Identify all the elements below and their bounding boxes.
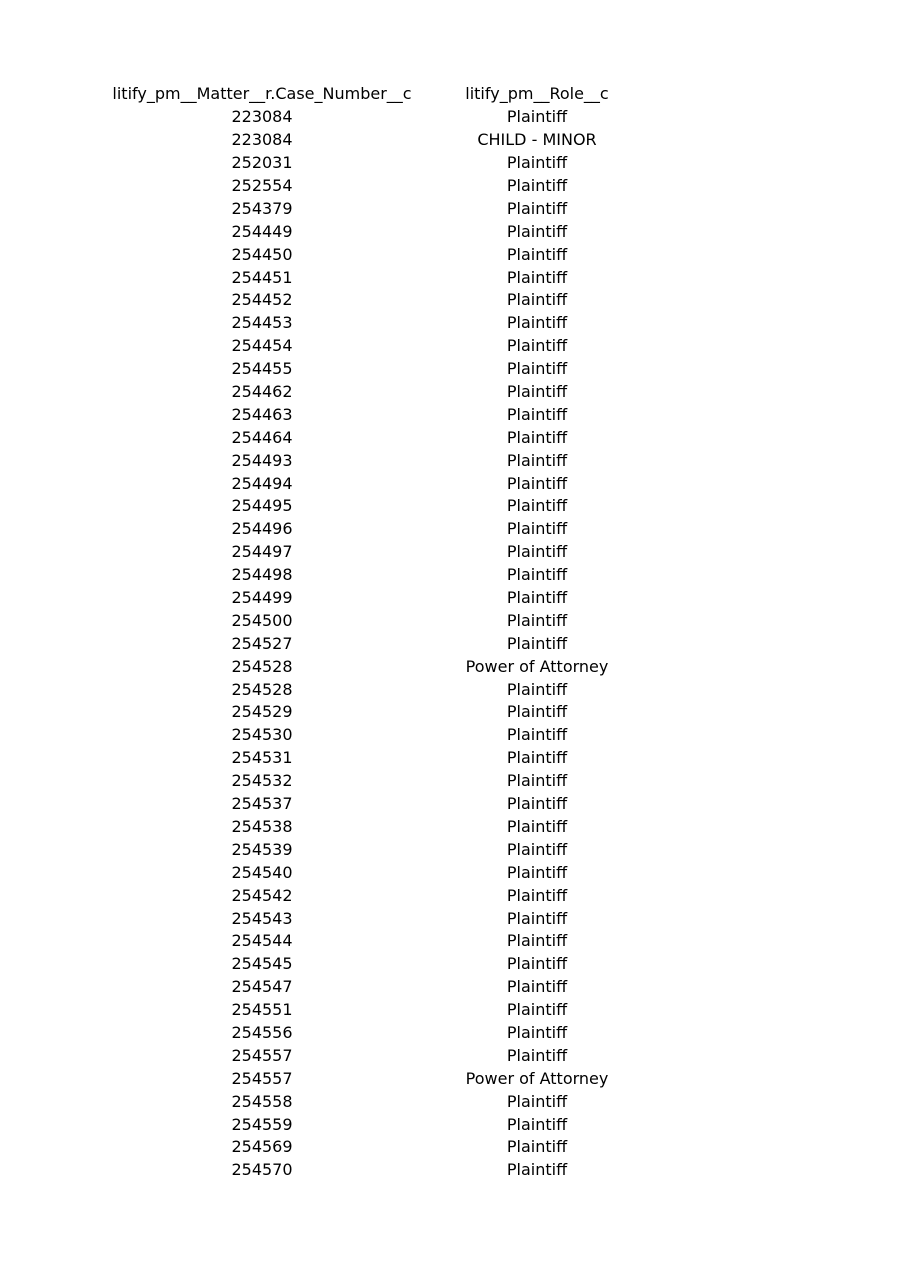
table-row <box>102 701 652 724</box>
case-number-cell: 254455 <box>231 359 293 379</box>
header-row <box>102 83 652 106</box>
role-cell: Plaintiff <box>506 359 568 379</box>
table-row <box>102 587 652 610</box>
role-cell: Plaintiff <box>506 1160 568 1180</box>
case-number-cell: 254500 <box>231 610 293 630</box>
role-cell: Power of Attorney <box>465 656 609 676</box>
role-cell: Plaintiff <box>506 450 568 470</box>
table-row <box>102 838 652 861</box>
case-number-cell: 252031 <box>231 153 293 173</box>
table-row <box>102 1067 652 1090</box>
case-number-cell: 254496 <box>231 519 293 539</box>
table-row <box>102 747 652 770</box>
table-row <box>102 518 652 541</box>
table-row <box>102 953 652 976</box>
case-number-cell: 254463 <box>231 404 293 424</box>
role-cell: Plaintiff <box>506 1022 568 1042</box>
table-row <box>102 449 652 472</box>
table-row <box>102 106 652 129</box>
role-cell: Plaintiff <box>506 496 568 516</box>
role-cell: Plaintiff <box>506 862 568 882</box>
case-number-cell: 254556 <box>231 1022 293 1042</box>
role-cell: Plaintiff <box>506 473 568 493</box>
role-cell: Plaintiff <box>506 290 568 310</box>
table-row <box>102 152 652 175</box>
case-number-cell: 223084 <box>231 130 293 150</box>
role-cell: Plaintiff <box>506 313 568 333</box>
role-cell: Plaintiff <box>506 404 568 424</box>
role-cell: Plaintiff <box>506 1045 568 1065</box>
case-number-cell: 254462 <box>231 382 293 402</box>
role-cell: Plaintiff <box>506 588 568 608</box>
table-row <box>102 403 652 426</box>
case-number-cell: 254452 <box>231 290 293 310</box>
table-row <box>102 358 652 381</box>
table-row <box>102 541 652 564</box>
table-row <box>102 312 652 335</box>
role-cell: Plaintiff <box>506 176 568 195</box>
role-cell: Plaintiff <box>506 519 568 539</box>
case-number-cell: 254528 <box>231 679 293 699</box>
table-row <box>102 426 652 449</box>
table-row <box>102 678 652 701</box>
table-row <box>102 1090 652 1113</box>
role-cell: Plaintiff <box>506 725 568 745</box>
case-number-cell: 254493 <box>231 450 293 470</box>
case-role-table <box>102 83 652 1182</box>
table-row <box>102 884 652 907</box>
case-number-cell: 254451 <box>231 267 293 287</box>
role-cell: Plaintiff <box>506 885 568 905</box>
case-number-cell: 254529 <box>231 702 293 722</box>
role-cell: Plaintiff <box>506 633 568 653</box>
case-number-cell: 254499 <box>231 588 293 608</box>
case-number-cell: 254537 <box>231 794 293 814</box>
role-cell: Plaintiff <box>506 244 568 264</box>
table-row <box>102 930 652 953</box>
case-number-cell: 254531 <box>231 748 293 768</box>
table-row <box>102 1136 652 1159</box>
case-number-cell: 254450 <box>231 244 293 264</box>
case-number-cell: 254538 <box>231 816 293 836</box>
case-number-cell: 254530 <box>231 725 293 745</box>
case-number-cell: 254569 <box>231 1137 293 1157</box>
table-row <box>102 175 652 198</box>
role-cell: Plaintiff <box>506 908 568 928</box>
role-cell: Plaintiff <box>506 1091 568 1111</box>
case-number-cell: 254528 <box>231 656 293 676</box>
role-cell: Plaintiff <box>506 839 568 859</box>
role-cell: Plaintiff <box>506 1137 568 1157</box>
role-cell: Plaintiff <box>506 153 568 173</box>
case-number-cell: 254570 <box>231 1160 293 1180</box>
case-number-cell: 254542 <box>231 885 293 905</box>
case-number-cell: 254497 <box>231 542 293 562</box>
table-row <box>102 266 652 289</box>
role-cell: Plaintiff <box>506 198 568 218</box>
role-cell: Plaintiff <box>506 977 568 997</box>
case-number-cell: 254559 <box>231 1114 293 1134</box>
table-row <box>102 609 652 632</box>
table-row <box>102 632 652 655</box>
case-number-cell: 254547 <box>231 977 293 997</box>
table-row <box>102 724 652 747</box>
case-number-cell: 254558 <box>231 1091 293 1111</box>
role-cell: Plaintiff <box>506 794 568 814</box>
case-number-cell: 254495 <box>231 496 293 516</box>
role-cell: Plaintiff <box>506 267 568 287</box>
case-number-cell: 254532 <box>231 771 293 791</box>
table-row <box>102 220 652 243</box>
header-case-number: litify_pm__Matter__r.Case_Number__c <box>112 84 412 104</box>
table-row <box>102 816 652 839</box>
case-number-cell: 254540 <box>231 862 293 882</box>
table-row <box>102 243 652 266</box>
case-number-cell: 254454 <box>231 336 293 356</box>
case-number-cell: 254557 <box>231 1045 293 1065</box>
case-number-cell: 254557 <box>231 1068 293 1088</box>
case-number-cell: 254543 <box>231 908 293 928</box>
role-cell: Plaintiff <box>506 954 568 974</box>
role-cell: Plaintiff <box>506 565 568 585</box>
role-cell: Plaintiff <box>506 1114 568 1134</box>
case-number-cell: 254551 <box>231 1000 293 1020</box>
table-row <box>102 495 652 518</box>
table-row <box>102 1022 652 1045</box>
table-row <box>102 1113 652 1136</box>
table-row <box>102 381 652 404</box>
role-cell: Plaintiff <box>506 221 568 241</box>
role-cell: Plaintiff <box>506 107 568 127</box>
header-role: litify_pm__Role__c <box>465 84 609 104</box>
role-cell: Plaintiff <box>506 336 568 356</box>
case-number-cell: 254453 <box>231 313 293 333</box>
role-cell: Plaintiff <box>506 702 568 722</box>
table-row <box>102 976 652 999</box>
role-cell: Power of Attorney <box>465 1068 609 1088</box>
role-cell: Plaintiff <box>506 610 568 630</box>
table-row <box>102 770 652 793</box>
table-row <box>102 655 652 678</box>
case-number-cell: 254498 <box>231 565 293 585</box>
table-row <box>102 1044 652 1067</box>
spreadsheet-page <box>102 83 652 1182</box>
table-body <box>102 106 652 1182</box>
table-row <box>102 907 652 930</box>
role-cell: CHILD - MINOR <box>477 130 597 150</box>
case-number-cell: 254379 <box>231 198 293 218</box>
role-cell: Plaintiff <box>506 542 568 562</box>
table-row <box>102 129 652 152</box>
case-number-cell: 223084 <box>231 107 293 127</box>
case-number-cell: 254449 <box>231 221 293 241</box>
table-row <box>102 1159 652 1182</box>
case-number-cell: 254545 <box>231 954 293 974</box>
role-cell: Plaintiff <box>506 427 568 447</box>
case-number-cell: 254494 <box>231 473 293 493</box>
table-row <box>102 197 652 220</box>
role-cell: Plaintiff <box>506 1000 568 1020</box>
case-number-cell: 254539 <box>231 839 293 859</box>
role-cell: Plaintiff <box>506 816 568 836</box>
table-row <box>102 472 652 495</box>
role-cell: Plaintiff <box>506 382 568 402</box>
case-number-cell: 254527 <box>231 633 293 653</box>
case-number-cell: 254544 <box>231 931 293 951</box>
table-row <box>102 861 652 884</box>
role-cell: Plaintiff <box>506 679 568 699</box>
case-number-cell: 254464 <box>231 427 293 447</box>
table-row <box>102 793 652 816</box>
role-cell: Plaintiff <box>506 931 568 951</box>
table-row <box>102 564 652 587</box>
table-row <box>102 999 652 1022</box>
case-number-cell: 252554 <box>231 176 293 195</box>
table-row <box>102 289 652 312</box>
role-cell: Plaintiff <box>506 748 568 768</box>
table-row <box>102 335 652 358</box>
role-cell: Plaintiff <box>506 771 568 791</box>
